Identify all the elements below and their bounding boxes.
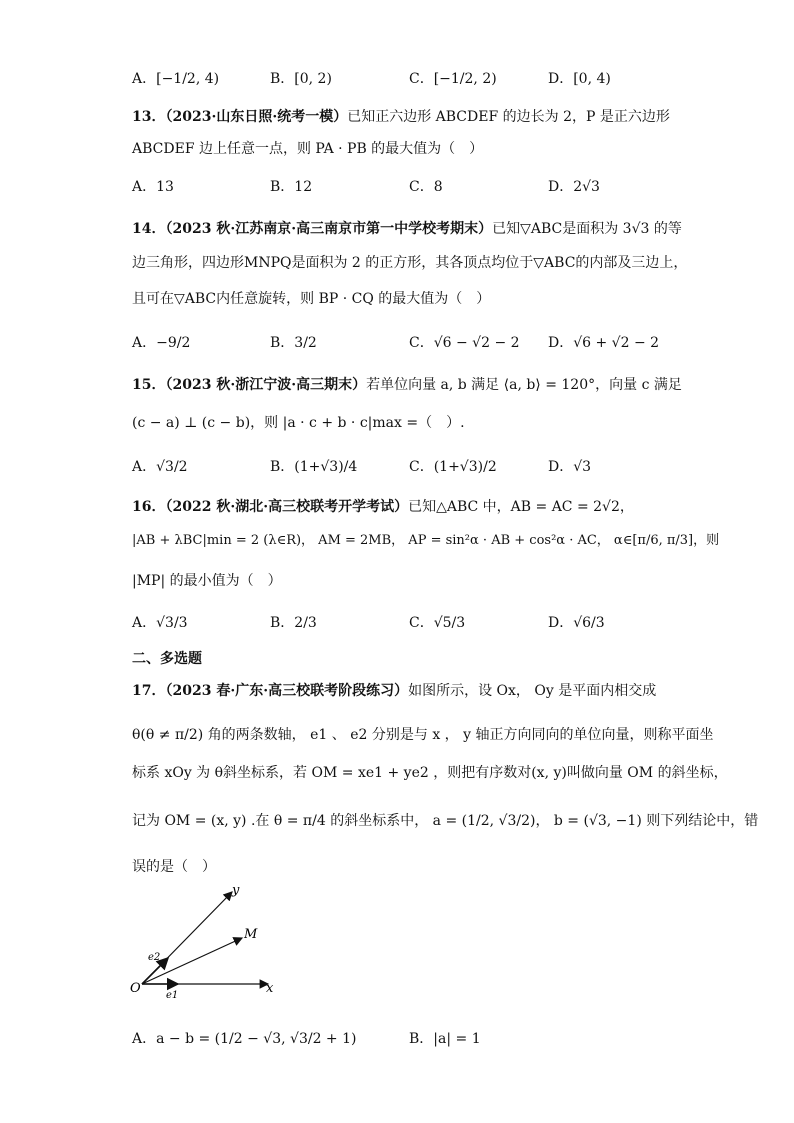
q16-option-d[interactable]: D．√6/3 (548, 615, 605, 631)
label-e1: e1 (166, 990, 179, 1001)
q13-option-b[interactable]: B．12 (270, 179, 313, 195)
q17-option-b[interactable]: B．|a| = 1 (409, 1031, 481, 1047)
q14-source: （2023 秋·江苏南京·高三南京市第一中学校考期末） (165, 221, 493, 237)
q17-line-2: θ(θ ≠ π/2) 角的两条数轴， e1 、 e2 分别是与 x ， y 轴正方向同向的单位向量，则称平面坐 (132, 727, 714, 743)
q13-number: 13． (132, 109, 166, 125)
label-y: y (232, 883, 240, 898)
q16-line-1 (132, 496, 634, 518)
q17-text-1: 如图所示，设 Ox， Oy 是平面内相交成 (408, 683, 657, 699)
q16-source: （2022 秋·湖北·高三校联考开学考试） (165, 499, 409, 515)
q15-number: 15． (132, 377, 166, 393)
q15-option-d[interactable]: D．√3 (548, 459, 592, 475)
q15-line-2: (c − a) ⊥ (c − b)，则 |a · c + b · c|max =（ ）. (132, 415, 465, 431)
q15-line-1 (132, 374, 682, 396)
q15-options (132, 456, 692, 480)
q14-line-3: 且可在▽ABC内任意旋转，则 BP · CQ 的最大值为（ ） (132, 291, 491, 307)
q17-line-4: 记为 OM = (x, y) .在 θ = π/4 的斜坐标系中， a = (1/2, √3/2)， b = (√3, −1) 则下列结论中，错 (132, 813, 759, 829)
q14-number: 14． (132, 221, 166, 237)
q15-source: （2023 秋·浙江宁波·高三期末） (165, 377, 367, 393)
q17-number: 17． (132, 683, 166, 699)
q16-option-a[interactable]: A．√3/3 (132, 615, 188, 631)
q12-options (132, 68, 692, 92)
q13-option-a[interactable]: A．13 (132, 179, 174, 195)
q14-option-d[interactable]: D．√6 + √2 − 2 (548, 335, 660, 351)
section-heading-multiple-choice: 二、多选题 (132, 651, 202, 667)
q15-text-1: 若单位向量 a, b 满足 ⟨a, b⟩ = 120°，向量 c 满足 (366, 377, 682, 393)
q12-option-d[interactable]: D．[0, 4) (548, 71, 611, 87)
q15-option-b[interactable]: B．(1+√3)/4 (270, 459, 358, 475)
q14-option-b[interactable]: B．3/2 (270, 335, 317, 351)
q17-line-3: 标系 xOy 为 θ斜坐标系，若 OM = xe1 + ye2 ，则把有序数对(x, y)叫做向量 OM 的斜坐标， (132, 765, 728, 781)
q16-line-3: |MP| 的最小值为（ ） (132, 573, 282, 589)
q16-line-2: |AB + λBC|min = 2 (λ∈R)， AM = 2MB， AP = sin²α · AB + cos²α · AC， α∈[π/6, π/3]，则 (132, 533, 720, 548)
q13-text-1: 已知正六边形 ABCDEF 的边长为 2，P 是正六边形 (347, 109, 670, 125)
q17-option-a[interactable]: A．a − b = (1/2 − √3, √3/2 + 1) (132, 1031, 357, 1047)
q17-source: （2023 春·广东·高三校联考阶段练习） (165, 683, 409, 699)
q16-number: 16． (132, 499, 166, 515)
q12-option-b[interactable]: B．[0, 2) (270, 71, 332, 87)
q14-line-2: 边三角形，四边形MNPQ是面积为 2 的正方形，其各顶点均位于▽ABC的内部及三边上， (132, 255, 688, 271)
q17-line-5: 误的是（ ） (132, 859, 216, 875)
q13-line-2: ABCDEF 边上任意一点，则 PA · PB 的最大值为（ ） (132, 141, 484, 157)
q13-options (132, 176, 692, 200)
label-x: x (266, 981, 274, 996)
q12-option-c[interactable]: C．[−1/2, 2) (409, 71, 497, 87)
q15-option-c[interactable]: C．(1+√3)/2 (409, 459, 497, 475)
oblique-coordinate-figure (126, 880, 296, 1005)
q16-option-b[interactable]: B．2/3 (270, 615, 317, 631)
q14-line-1 (132, 218, 682, 240)
q16-text-1: 已知△ABC 中，AB = AC = 2√2， (408, 499, 634, 515)
q14-options (132, 332, 692, 356)
q14-text-1: 已知▽ABC是面积为 3√3 的等 (492, 221, 682, 237)
q16-option-c[interactable]: C．√5/3 (409, 615, 466, 631)
q13-line-1 (132, 106, 670, 128)
label-e2: e2 (148, 952, 161, 963)
q17-options (132, 1028, 692, 1052)
q14-option-c[interactable]: C．√6 − √2 − 2 (409, 335, 520, 351)
q15-option-a[interactable]: A．√3/2 (132, 459, 188, 475)
q14-option-a[interactable]: A．−9/2 (132, 335, 191, 351)
q17-line-1 (132, 680, 656, 702)
q16-options (132, 612, 692, 636)
label-m: M (244, 927, 258, 942)
label-o: O (130, 981, 141, 996)
q13-option-d[interactable]: D．2√3 (548, 179, 600, 195)
q13-source: （2023·山东日照·统考一模） (165, 109, 348, 125)
q12-option-a[interactable]: A．[−1/2, 4) (132, 71, 220, 87)
q13-option-c[interactable]: C．8 (409, 179, 443, 195)
